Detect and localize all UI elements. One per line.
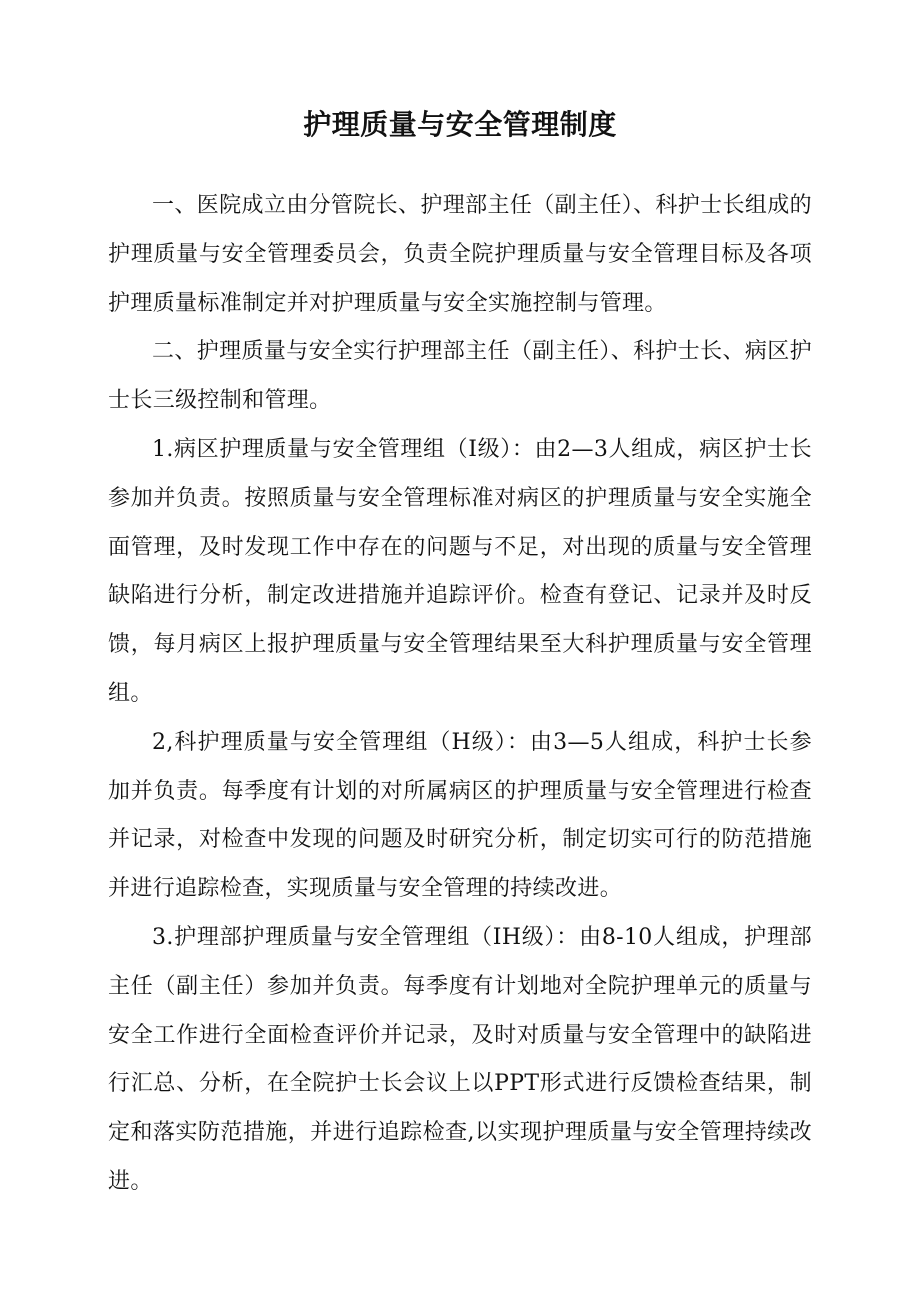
paragraph-2: 二、护理质量与安全实行护理部主任（副主任）、科护士长、病区护士长三级控制和管理。 <box>108 339 812 414</box>
document-title: 护理质量与安全管理制度 <box>303 107 617 141</box>
paragraph-1: 一、医院成立由分管院长、护理部主任（副主任）、科护士长组成的护理质量与安全管理委员会，负责全院护理质量与安全管理目标及各项护理质量标准制定并对护理质量与安全实施控制与管理。 <box>108 193 812 316</box>
paragraph-3: 1.病区护理质量与安全管理组（I级）：由2—3人组成，病区护士长参加并负责。按照质量与安全管理标准对病区的护理质量与安全实施全面管理，及时发现工作中存在的问题与不足，对出现的质量与安全管理缺陷进行分析，制定改进措施并追踪评价。检查有登记、记录并及时反馈，每月病区上报护理质量与安全管理结果至大科护理质量与安全管理组。 <box>108 436 812 706</box>
document-body <box>108 182 812 1207</box>
paragraph-4: 2,科护理质量与安全管理组（H级）：由3—5人组成，科护士长参加并负责。每季度有计划的对所属病区的护理质量与安全管理进行检查并记录，对检查中发现的问题及时研究分析，制定切实可行的防范措施并进行追踪检查，实现质量与安全管理的持续改进。 <box>108 729 812 902</box>
paragraph-5: 3.护理部护理质量与安全管理组（IH级）：由8-10人组成，护理部主任（副主任）参加并负责。每季度有计划地对全院护理单元的质量与安全工作进行全面检查评价并记录，及时对质量与安全管理中的缺陷进行汇总、分析，在全院护士长会议上以PPT形式进行反馈检查结果，制定和落实防范措施，并进行追踪检查,以实现护理质量与安全管理持续改进。 <box>108 924 812 1194</box>
